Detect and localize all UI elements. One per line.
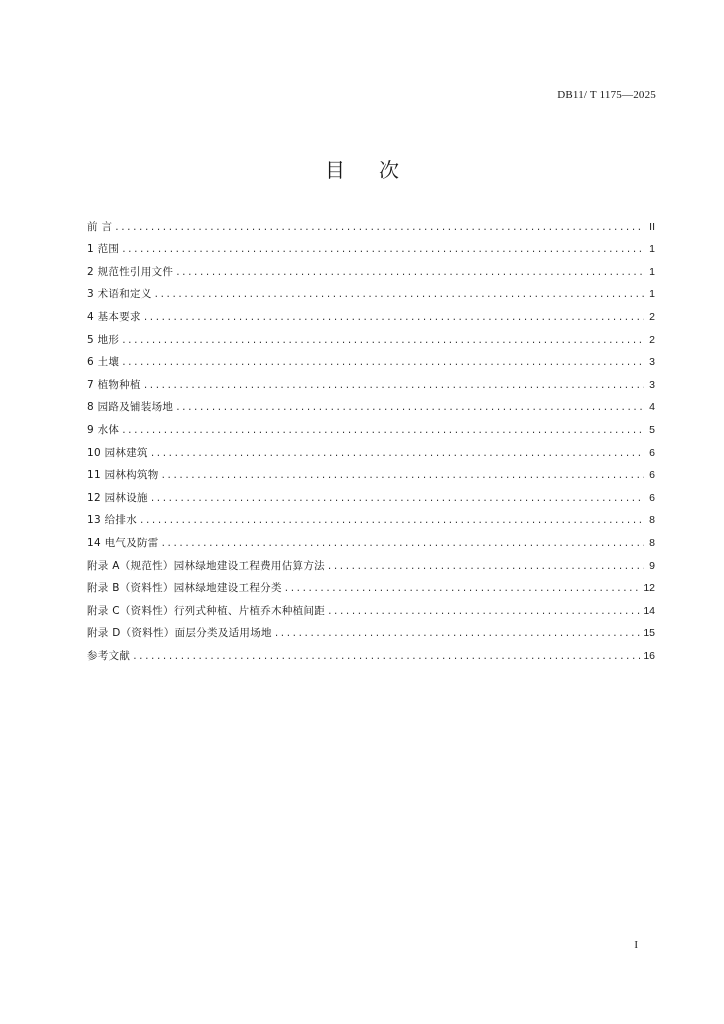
toc-entry[interactable]: [87, 234, 655, 257]
toc-entry[interactable]: [87, 301, 655, 324]
toc-entry-page: 9: [649, 559, 655, 572]
toc-leader-dots: [115, 220, 644, 234]
toc-entry-label: 附录 B（资料性）园林绿地建设工程分类: [87, 582, 282, 595]
toc-entry-label: 参考文献: [87, 649, 131, 662]
page-number: I: [634, 939, 638, 951]
toc-entry-label: 12 园林设施: [87, 491, 148, 504]
toc-leader-dots: [122, 242, 644, 256]
document-code: DB11/ T 1175—2025: [557, 89, 656, 101]
toc-entry-label: 7 植物种植: [87, 378, 141, 391]
toc-leader-dots: [133, 649, 640, 663]
toc-entry-label: 6 土壤: [87, 356, 120, 369]
toc-entry[interactable]: [87, 595, 655, 618]
toc-leader-dots: [285, 581, 641, 595]
toc-entry-label: 2 规范性引用文件: [87, 265, 174, 278]
toc-entry[interactable]: [87, 640, 655, 663]
toc-entry[interactable]: [87, 211, 655, 234]
toc-leader-dots: [140, 513, 644, 527]
toc-entry-label: 10 园林建筑: [87, 446, 148, 459]
toc-leader-dots: [176, 400, 644, 414]
toc-entry-page: 6: [649, 446, 655, 459]
toc-entry-label: 14 电气及防雷: [87, 536, 159, 549]
toc-entry[interactable]: [87, 460, 655, 483]
toc-entry-page: 6: [649, 491, 655, 504]
toc-entry-page: 16: [643, 649, 655, 662]
toc-entry-page: 1: [649, 243, 655, 256]
toc-entry-page: 3: [649, 378, 655, 391]
toc-leader-dots: [328, 604, 640, 618]
toc-entry-page: 8: [649, 514, 655, 527]
toc-entry-page: II: [649, 220, 655, 233]
toc-leader-dots: [122, 423, 644, 437]
toc-leader-dots: [122, 355, 644, 369]
table-of-contents: [87, 211, 655, 663]
toc-leader-dots: [151, 491, 644, 505]
toc-entry[interactable]: [87, 347, 655, 370]
toc-leader-dots: [122, 333, 644, 347]
toc-entry-page: 5: [649, 423, 655, 436]
toc-entry-label: 1 范围: [87, 243, 120, 256]
toc-entry[interactable]: [87, 505, 655, 528]
toc-entry[interactable]: [87, 550, 655, 573]
toc-entry-page: 1: [649, 288, 655, 301]
toc-leader-dots: [155, 287, 644, 301]
toc-entry-label: 13 给排水: [87, 514, 137, 527]
toc-entry-label: 前 言: [87, 220, 113, 233]
toc-entry-label: 附录 C（资料性）行列式种植、片植乔木种植间距: [87, 604, 326, 617]
toc-title: 目次: [325, 158, 433, 182]
toc-entry-label: 4 基本要求: [87, 310, 141, 323]
toc-entry-page: 12: [643, 582, 655, 595]
toc-entry-page: 1: [649, 265, 655, 278]
toc-leader-dots: [275, 626, 640, 640]
toc-entry[interactable]: [87, 573, 655, 596]
toc-entry-label: 3 术语和定义: [87, 288, 152, 301]
toc-entry[interactable]: [87, 414, 655, 437]
toc-leader-dots: [144, 378, 644, 392]
toc-entry[interactable]: [87, 256, 655, 279]
toc-entry-page: 15: [643, 627, 655, 640]
toc-entry[interactable]: [87, 482, 655, 505]
toc-entry-label: 9 水体: [87, 423, 120, 436]
toc-entry-page: 8: [649, 536, 655, 549]
toc-leader-dots: [176, 265, 644, 279]
toc-entry-page: 4: [649, 401, 655, 414]
toc-entry-page: 3: [649, 356, 655, 369]
toc-entry-label: 5 地形: [87, 333, 120, 346]
toc-entry-page: 6: [649, 469, 655, 482]
toc-entry[interactable]: [87, 279, 655, 302]
toc-entry-page: 2: [649, 310, 655, 323]
toc-entry[interactable]: [87, 527, 655, 550]
toc-entry[interactable]: [87, 369, 655, 392]
toc-leader-dots: [151, 446, 644, 460]
toc-leader-dots: [162, 468, 644, 482]
toc-leader-dots: [328, 559, 644, 573]
toc-entry-label: 8 园路及铺装场地: [87, 401, 174, 414]
toc-entry-page: 2: [649, 333, 655, 346]
toc-entry-label: 附录 A（规范性）园林绿地建设工程费用估算方法: [87, 559, 325, 572]
toc-entry-label: 附录 D（资料性）面层分类及适用场地: [87, 627, 272, 640]
toc-entry[interactable]: [87, 437, 655, 460]
toc-entry-label: 11 园林构筑物: [87, 469, 159, 482]
toc-entry[interactable]: [87, 618, 655, 641]
toc-entry-page: 14: [643, 604, 655, 617]
toc-leader-dots: [144, 310, 644, 324]
toc-entry[interactable]: [87, 324, 655, 347]
toc-entry[interactable]: [87, 392, 655, 415]
toc-leader-dots: [162, 536, 644, 550]
